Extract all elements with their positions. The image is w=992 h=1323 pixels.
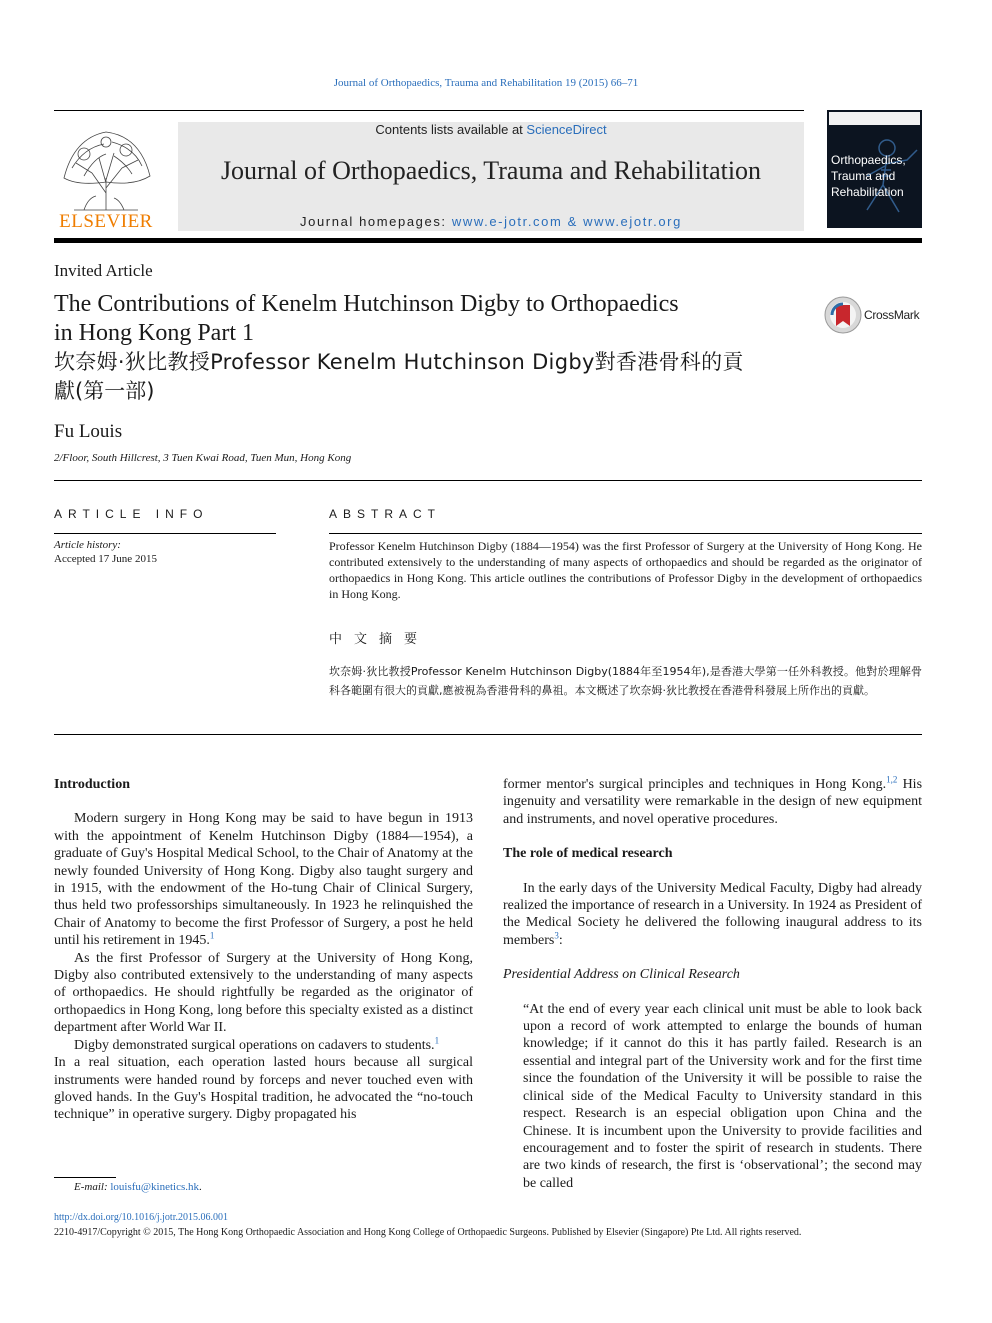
footnote-rule xyxy=(54,1177,116,1178)
accepted-date: Accepted 17 June 2015 xyxy=(54,553,157,565)
paragraph xyxy=(54,1037,473,1054)
reference-link[interactable]: 1,2 xyxy=(886,774,898,785)
paragraph xyxy=(503,776,922,828)
cover-title xyxy=(831,152,906,200)
body-left-column xyxy=(54,776,473,1124)
email-end: . xyxy=(199,1181,202,1193)
article-history-label: Article history: xyxy=(54,539,121,551)
doi-link[interactable]: http://dx.doi.org/10.1016/j.jotr.2015.06.001 xyxy=(54,1212,228,1223)
paragraph-text: Digby demonstrated surgical operations on cadavers to students. xyxy=(74,1037,435,1053)
homepages-prefix: Journal homepages: xyxy=(300,214,452,229)
homepage-link-1[interactable]: www.e-jotr.com xyxy=(451,214,563,229)
reference-link[interactable]: 3 xyxy=(554,930,559,941)
title-line: 獻(第一部) xyxy=(54,379,155,403)
abstract-text: Professor Kenelm Hutchinson Digby (1884—1954) was the first Professor of Surgery at the University of Hong Kong. He contributed extensively to the understanding of many aspects of orthopaedics and should be regarded as the originator of orthopaedics in Hong Kong. This article outlines the contributions of Professor Digby in the development of orthopaedics in Hong Kong. xyxy=(329,539,922,601)
journal-title: Journal of Orthopaedics, Trauma and Rehabilitation xyxy=(220,156,762,185)
article-type: Invited Article xyxy=(54,261,153,280)
article-info-heading: ARTICLE INFO xyxy=(54,507,209,521)
crossmark-label[interactable]: CrossMark xyxy=(864,308,920,322)
journal-citation[interactable]: Journal of Orthopaedics, Trauma and Rehabilitation 19 (2015) 66–71 xyxy=(333,77,639,89)
research-heading: The role of medical research xyxy=(503,846,673,862)
author-affiliation: 2/Floor, South Hillcrest, 3 Tuen Kwai Road, Tuen Mun, Hong Kong xyxy=(54,452,352,464)
title-line: 坎奈姆·狄比教授Professor Kenelm Hutchinson Digby對香港骨科的貢 xyxy=(54,350,744,374)
introduction-heading: Introduction xyxy=(54,777,130,792)
author-email-link[interactable]: louisfu@kinetics.hk xyxy=(110,1181,200,1193)
abstract-heading: ABSTRACT xyxy=(329,507,442,521)
email-label: E-mail: xyxy=(74,1181,108,1193)
cover-title-line: Rehabilitation xyxy=(831,185,904,199)
paragraph-text: His ingenuity and versatility were remarkable in the design of new equipment and instruments, and novel operative procedures. xyxy=(503,777,923,827)
title-line: The Contributions of Kenelm Hutchinson Digby to Orthopaedics xyxy=(54,291,679,317)
header-thick-rule xyxy=(54,238,922,243)
author-email-footnote xyxy=(74,1181,202,1193)
contents-line xyxy=(178,122,804,137)
homepage-link-2[interactable]: www.ejotr.org xyxy=(583,214,682,229)
cover-top-strip xyxy=(829,112,920,125)
reference-link[interactable]: 1 xyxy=(209,930,215,941)
header-rule xyxy=(54,110,804,111)
cover-title-line: Orthopaedics, xyxy=(831,153,906,167)
abstract-rule xyxy=(329,533,922,534)
journal-cover-thumbnail[interactable] xyxy=(827,110,922,228)
contents-prefix: Contents lists available at xyxy=(375,122,527,137)
article-title xyxy=(54,290,794,406)
paragraph-text: As the first Professor of Surgery at the University of Hong Kong, Digby also contributed extensively to the understanding of many aspects of orthopaedics. He should rightfully be regarded as the originator of orthopaedics in Hong Kong, long before this specialty existed as a distinct department after World War II. xyxy=(54,950,473,1036)
copyright-notice: 2210-4917/Copyright © 2015, The Hong Kong Orthopaedic Association and Hong Kong College of Orthopaedic Surgeons. Published by Elsevier (Singapore) Pte Ltd. All rights reserved. xyxy=(54,1227,802,1238)
paragraph xyxy=(54,950,473,1037)
elsevier-wordmark[interactable]: ELSEVIER xyxy=(59,211,153,232)
homepage-separator: & xyxy=(562,214,584,229)
paragraph xyxy=(503,880,922,950)
paragraph-text: In the early days of the University Medical Faculty, Digby had already realized the importance of research in a University. In 1924 as President of the Medical Society he delivered the following inaugural address to its members xyxy=(503,880,922,948)
reference-link[interactable]: 1 xyxy=(434,1035,440,1046)
article-info-rule xyxy=(54,533,276,534)
crossmark-icon[interactable] xyxy=(824,296,862,334)
body-right-column xyxy=(503,776,922,1192)
subsection-heading: Presidential Address on Clinical Research xyxy=(503,967,740,983)
cover-title-line: Trauma and xyxy=(831,169,896,183)
author-name: Fu Louis xyxy=(54,421,123,442)
journal-homepages xyxy=(178,214,804,229)
paragraph-text: former mentor's surgical principles and techniques in Hong Kong. xyxy=(503,777,887,792)
quoted-address: “At the end of every year each clinical unit must be able to look back upon a record of work attempted to enlarge the bounds of human knowledge; if it cannot do this it has partly failed. Research is an essential and integral part of the University work and for the first time since the foundation of the University it will be possible to raise the clinical side of the Medical Faculty to University standard in this respect. Research is an especial obligation upon China and the Chinese. It is incumbent upon the University to provide facilities and encouragement and to foster the spirit of research in students. There are two kinds of research, the first is ‘observational’; the second may be called xyxy=(523,1001,922,1191)
section-rule xyxy=(54,480,922,481)
paragraph: In a real situation, each operation lasted hours because all surgical instruments were handed round by forceps and never touched even with gloved hands. In the Guy's Hospital tradition, he advocated the “no-touch technique” in operative surgery. Digby propagated his xyxy=(54,1055,473,1123)
paragraph-text: : xyxy=(558,932,563,948)
paragraph-text: Modern surgery in Hong Kong may be said to have begun in 1913 with the appointment of Kenelm Hutchinson Digby (1884—1954), a graduate of Guy's Hospital Medical School, to the Chair of Anatomy at the newly founded University of Hong Kong. Digby also taught surgery and in 1915, with the endowment of the Ho-tung Chair of Clinical Surgery, thus held two professorships simultaneously. In 1923 he relinquished the Chair of Anatomy to become the first Professor of Surgery, a post he held until his retirement in 1945. xyxy=(54,811,473,949)
chinese-abstract-heading: 中文摘要 xyxy=(329,632,430,647)
title-line: in Hong Kong Part 1 xyxy=(54,320,254,346)
paragraph xyxy=(54,810,473,949)
section-rule xyxy=(54,734,922,735)
sciencedirect-link[interactable]: ScienceDirect xyxy=(526,122,607,137)
chinese-abstract-text: 坎奈姆·狄比教授Professor Kenelm Hutchinson Digby(1884年至1954年),是香港大學第一任外科教授。他對於理解骨科各範圍有很大的貢獻,應被視為香港骨科的鼻祖。本文概述了坎奈姆·狄比教授在香港骨科發展上所作出的貢獻。 xyxy=(329,665,922,697)
